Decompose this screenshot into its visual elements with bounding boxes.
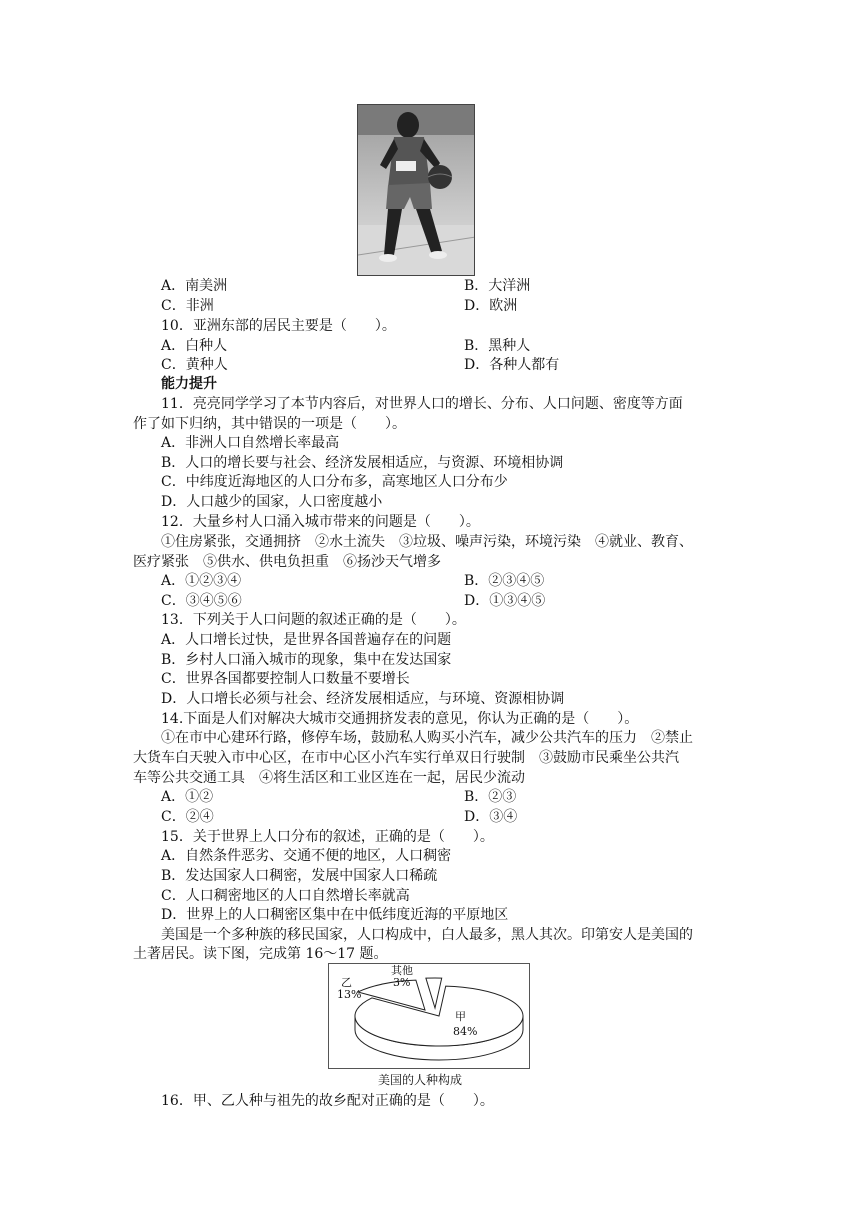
q15-option-a: A．自然条件恶劣、交通不便的地区，人口稠密 <box>161 848 452 864</box>
q13-option-b: B．乡村人口涌入城市的现象，集中在发达国家 <box>161 652 452 668</box>
q14-option-b: B．②③ <box>464 789 517 805</box>
q14-items-line2: 大货车白天驶入市中心区，在市中心区小汽车实行单双日行驶制 ③鼓励市民乘坐公共汽 <box>133 750 679 766</box>
q11-stem-line1: 11．亮亮同学学习了本节内容后，对世界人口的增长、分布、人口问题、密度等方面 <box>161 396 683 412</box>
race-pie-chart <box>328 963 530 1069</box>
q14-items-line3: 车等公共交通工具 ④将生活区和工业区连在一起，居民少流动 <box>133 770 525 786</box>
q14-stem: 14.下面是人们对解决大城市交通拥挤发表的意见，你认为正确的是（ ）。 <box>161 711 639 727</box>
q13-option-d: D．人口增长必须与社会、经济发展相适应，与环境、资源相协调 <box>161 691 565 707</box>
q10-option-a: A．白种人 <box>161 338 228 354</box>
q15-option-c: C．人口稠密地区的人口自然增长率就高 <box>161 888 410 904</box>
q11-option-d: D．人口越少的国家，人口密度越小 <box>161 494 383 510</box>
pie-label-other: 其他 <box>391 964 413 977</box>
q15-stem: 15．关于世界上人口分布的叙述，正确的是（ ）。 <box>161 829 494 845</box>
q11-option-a: A．非洲人口自然增长率最高 <box>161 435 340 451</box>
q12-stem: 12．大量乡村人口涌入城市带来的问题是（ ）。 <box>161 514 480 530</box>
q9-option-b: B．大洋洲 <box>464 278 531 294</box>
q14-items-line1: ①在市中心建环行路，修停车场，鼓励私人购买小汽车，减少公共汽车的压力 ②禁止 <box>161 730 693 746</box>
q11-option-b: B．人口的增长要与社会、经济发展相适应，与资源、环境相协调 <box>161 455 564 471</box>
q10-option-d: D．各种人都有 <box>464 357 560 373</box>
q14-option-d: D．③④ <box>464 809 518 825</box>
q10-stem: 10．亚洲东部的居民主要是（ ）。 <box>161 318 396 334</box>
q12-option-d: D．①③④⑤ <box>464 593 546 609</box>
q13-option-a: A．人口增长过快，是世界各国普遍存在的问题 <box>161 632 452 648</box>
pie-svg <box>329 964 529 1068</box>
intro-line1: 美国是一个多种族的移民国家，人口构成中，白人最多，黑人其次。印第安人是美国的 <box>161 927 693 943</box>
pie-value-jia: 84% <box>453 1025 478 1038</box>
q13-option-c: C．世界各国都要控制人口数量不要增长 <box>161 671 410 687</box>
q15-option-d: D．世界上的人口稠密区集中在中低纬度近海的平原地区 <box>161 907 509 923</box>
q12-option-c: C．③④⑤⑥ <box>161 593 242 609</box>
section-title: 能力提升 <box>161 376 217 392</box>
pie-slice-other <box>426 978 442 1008</box>
q14-option-c: C．②④ <box>161 809 214 825</box>
q9-option-d: D．欧洲 <box>464 298 518 314</box>
intro-line2: 土著居民。读下图，完成第 16～17 题。 <box>133 946 388 962</box>
q9-option-c: C．非洲 <box>161 298 214 314</box>
pie-label-jia: 甲 <box>455 1010 466 1023</box>
q12-items-line2: 医疗紧张 ⑤供水、供电负担重 ⑥扬沙天气增多 <box>133 554 441 570</box>
q15-option-b: B．发达国家人口稠密，发展中国家人口稀疏 <box>161 868 438 884</box>
q11-stem-line2: 作了如下归纳，其中错误的一项是（ ）。 <box>133 416 406 432</box>
q12-option-b: B．②③④⑤ <box>464 573 545 589</box>
q12-option-a: A．①②③④ <box>161 573 242 589</box>
q12-items-line1: ①住房紧张，交通拥挤 ②水土流失 ③垃圾、噪声污染，环境污染 ④就业、教育、 <box>161 534 693 550</box>
q13-stem: 13．下列关于人口问题的叙述正确的是（ ）。 <box>161 612 466 628</box>
pie-value-other: 3% <box>393 976 411 989</box>
q14-option-a: A．①② <box>161 789 214 805</box>
q10-option-b: B．黑种人 <box>464 338 531 354</box>
pie-value-yi: 13% <box>337 988 362 1001</box>
q10-option-c: C．黄种人 <box>161 357 228 373</box>
q16-stem: 16．甲、乙人种与祖先的故乡配对正确的是（ ）。 <box>161 1093 494 1109</box>
q11-option-c: C．中纬度近海地区的人口分布多，高寒地区人口分布少 <box>161 474 508 490</box>
basketball-player-photo <box>357 104 475 276</box>
pie-label-yi: 乙 <box>341 976 352 989</box>
chart-title: 美国的人种构成 <box>378 1073 463 1087</box>
q9-option-a: A．南美洲 <box>161 278 228 294</box>
